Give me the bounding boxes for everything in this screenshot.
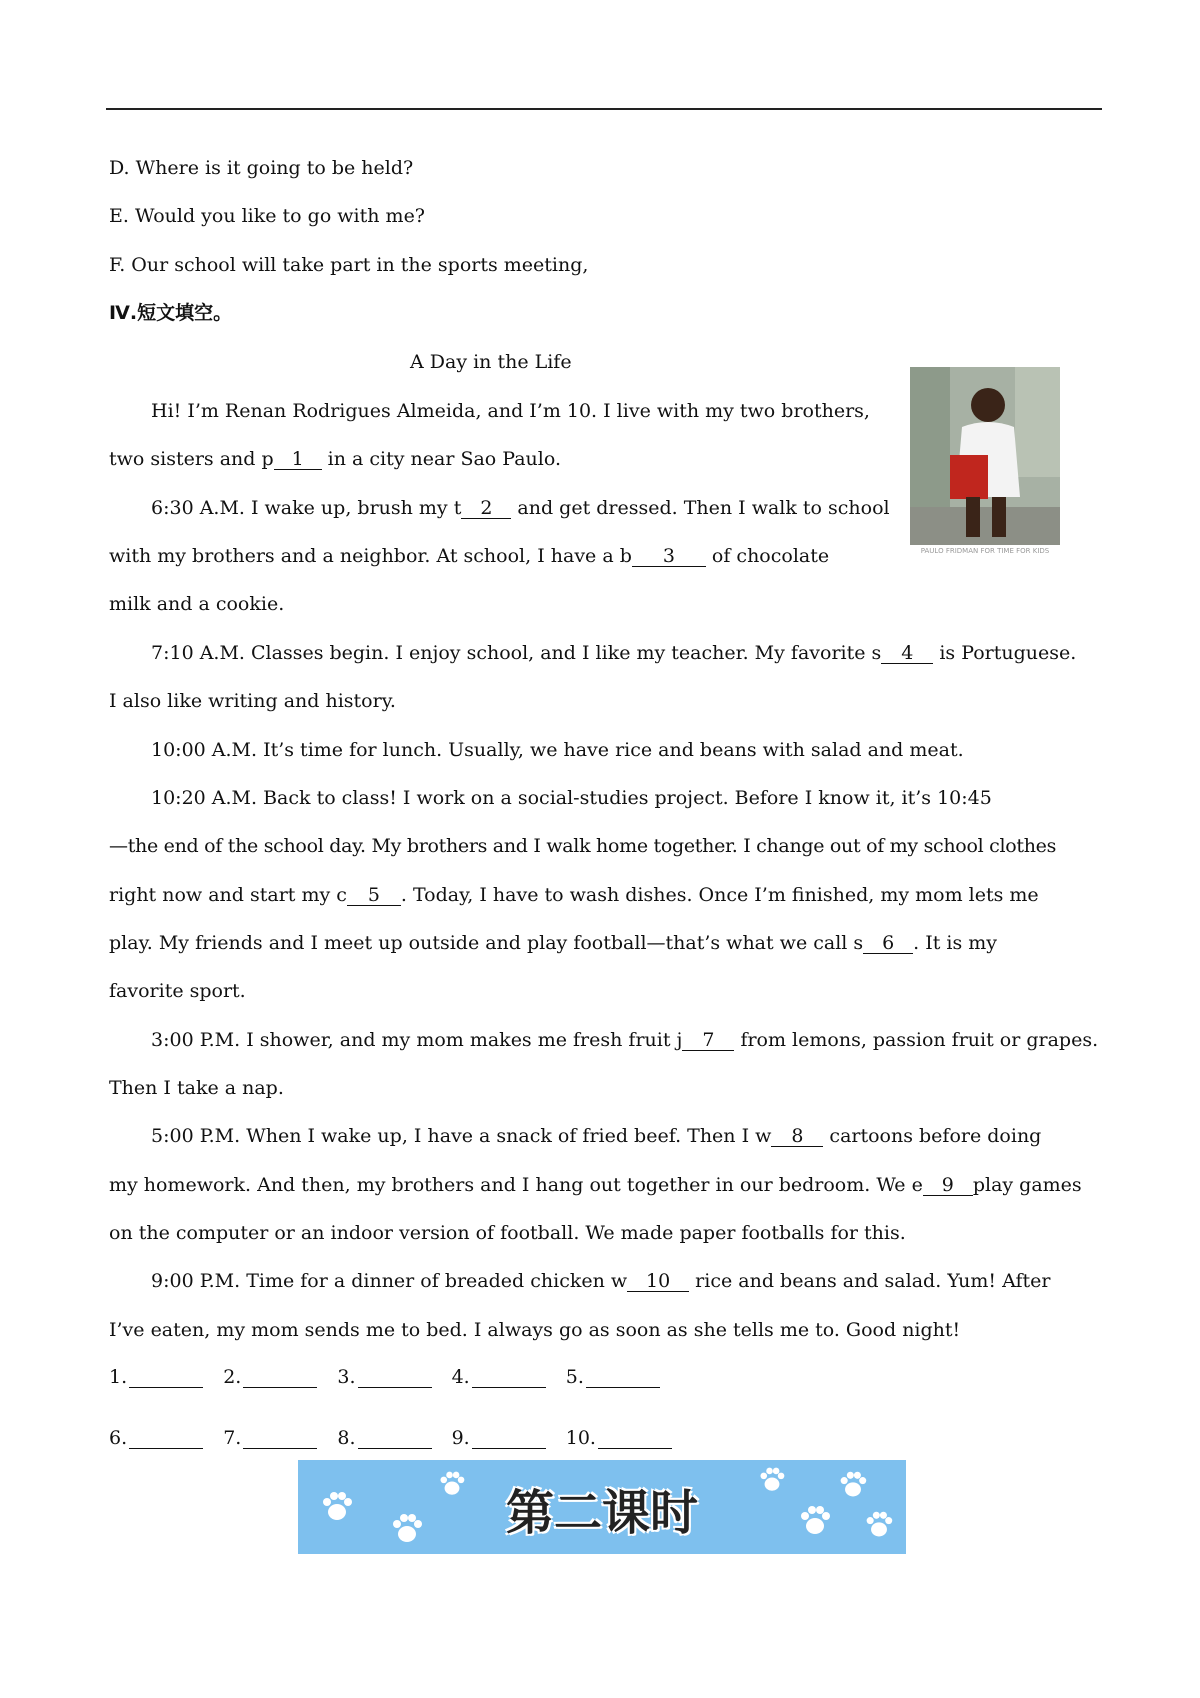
blank-2[interactable]: 2 xyxy=(461,498,511,519)
answer-field[interactable] xyxy=(472,1367,546,1388)
boy-photo xyxy=(910,367,1060,557)
answer-field[interactable] xyxy=(358,1367,432,1388)
answer-row: 1. 2. 3. 4. 5. xyxy=(109,1366,674,1388)
answer-row: 6. 7. 8. 9. 10. xyxy=(109,1427,686,1449)
banner-title: 第二课时 xyxy=(505,1485,698,1541)
answer-field[interactable] xyxy=(358,1428,432,1449)
passage-title: A Day in the Life xyxy=(410,351,572,373)
boy-photo-icon xyxy=(910,367,1060,545)
passage-line: Then I take a nap. xyxy=(109,1077,284,1099)
lesson-banner xyxy=(298,1460,906,1554)
blank-9[interactable]: 9 xyxy=(923,1175,973,1196)
blank-10[interactable]: 10 xyxy=(627,1271,689,1292)
blank-7[interactable]: 7 xyxy=(682,1030,734,1051)
blank-1[interactable]: 1 xyxy=(274,449,322,470)
photo-caption: PAULO FRIDMAN FOR TIME FOR KIDS xyxy=(910,545,1060,557)
passage-line: 10:20 A.M. Back to class! I work on a social-studies project. Before I know it, it’s 10:45 xyxy=(151,787,992,809)
passage-line: I’ve eaten, my mom sends me to bed. I always go as soon as she tells me to. Good night! xyxy=(109,1319,961,1341)
answer-field[interactable] xyxy=(243,1428,317,1449)
option-f: F. Our school will take part in the sports meeting, xyxy=(109,254,589,276)
section-heading: Ⅳ.短文填空。 xyxy=(109,302,233,324)
passage-line: 7:10 A.M. Classes begin. I enjoy school, and I like my teacher. My favorite s 4 is Portuguese. xyxy=(151,642,1077,664)
answer-field[interactable] xyxy=(129,1428,203,1449)
passage-line: right now and start my c 5 . Today, I have to wash dishes. Once I’m finished, my mom lets me xyxy=(109,884,1039,906)
blank-6[interactable]: 6 xyxy=(863,933,913,954)
passage-line: two sisters and p 1 in a city near Sao Paulo. xyxy=(109,448,561,470)
passage-line: 6:30 A.M. I wake up, brush my t 2 and get dressed. Then I walk to school xyxy=(151,497,890,519)
answer-field[interactable] xyxy=(472,1428,546,1449)
option-d: D. Where is it going to be held? xyxy=(109,157,414,179)
passage-line: 10:00 A.M. It’s time for lunch. Usually, we have rice and beans with salad and meat. xyxy=(151,739,964,761)
passage-line: Hi! I’m Renan Rodrigues Almeida, and I’m 10. I live with my two brothers, xyxy=(151,400,870,422)
header-rule xyxy=(106,108,1102,110)
passage-line: —the end of the school day. My brothers and I walk home together. I change out of my school clothes xyxy=(109,835,1057,857)
blank-5[interactable]: 5 xyxy=(347,885,401,906)
passage-line: 9:00 P.M. Time for a dinner of breaded chicken w 10 rice and beans and salad. Yum! After xyxy=(151,1270,1051,1292)
blank-3[interactable]: 3 xyxy=(632,546,706,567)
answer-field[interactable] xyxy=(129,1367,203,1388)
passage-line: on the computer or an indoor version of football. We made paper footballs for this. xyxy=(109,1222,906,1244)
passage-line: my homework. And then, my brothers and I hang out together in our bedroom. We e 9 play games xyxy=(109,1174,1082,1196)
passage-line: I also like writing and history. xyxy=(109,690,396,712)
blank-4[interactable]: 4 xyxy=(881,643,933,664)
answer-field[interactable] xyxy=(586,1367,660,1388)
option-e: E. Would you like to go with me? xyxy=(109,205,425,227)
passage-line: milk and a cookie. xyxy=(109,593,285,615)
passage-line: with my brothers and a neighbor. At school, I have a b 3 of chocolate xyxy=(109,545,830,567)
passage-line: favorite sport. xyxy=(109,980,246,1002)
blank-8[interactable]: 8 xyxy=(771,1126,823,1147)
passage-line: 3:00 P.M. I shower, and my mom makes me fresh fruit j 7 from lemons, passion fruit or grapes. xyxy=(151,1029,1099,1051)
passage-line: 5:00 P.M. When I wake up, I have a snack of fried beef. Then I w 8 cartoons before doing xyxy=(151,1125,1042,1147)
answer-field[interactable] xyxy=(243,1367,317,1388)
answer-field[interactable] xyxy=(598,1428,672,1449)
passage-line: play. My friends and I meet up outside and play football—that’s what we call s 6 . It is my xyxy=(109,932,998,954)
